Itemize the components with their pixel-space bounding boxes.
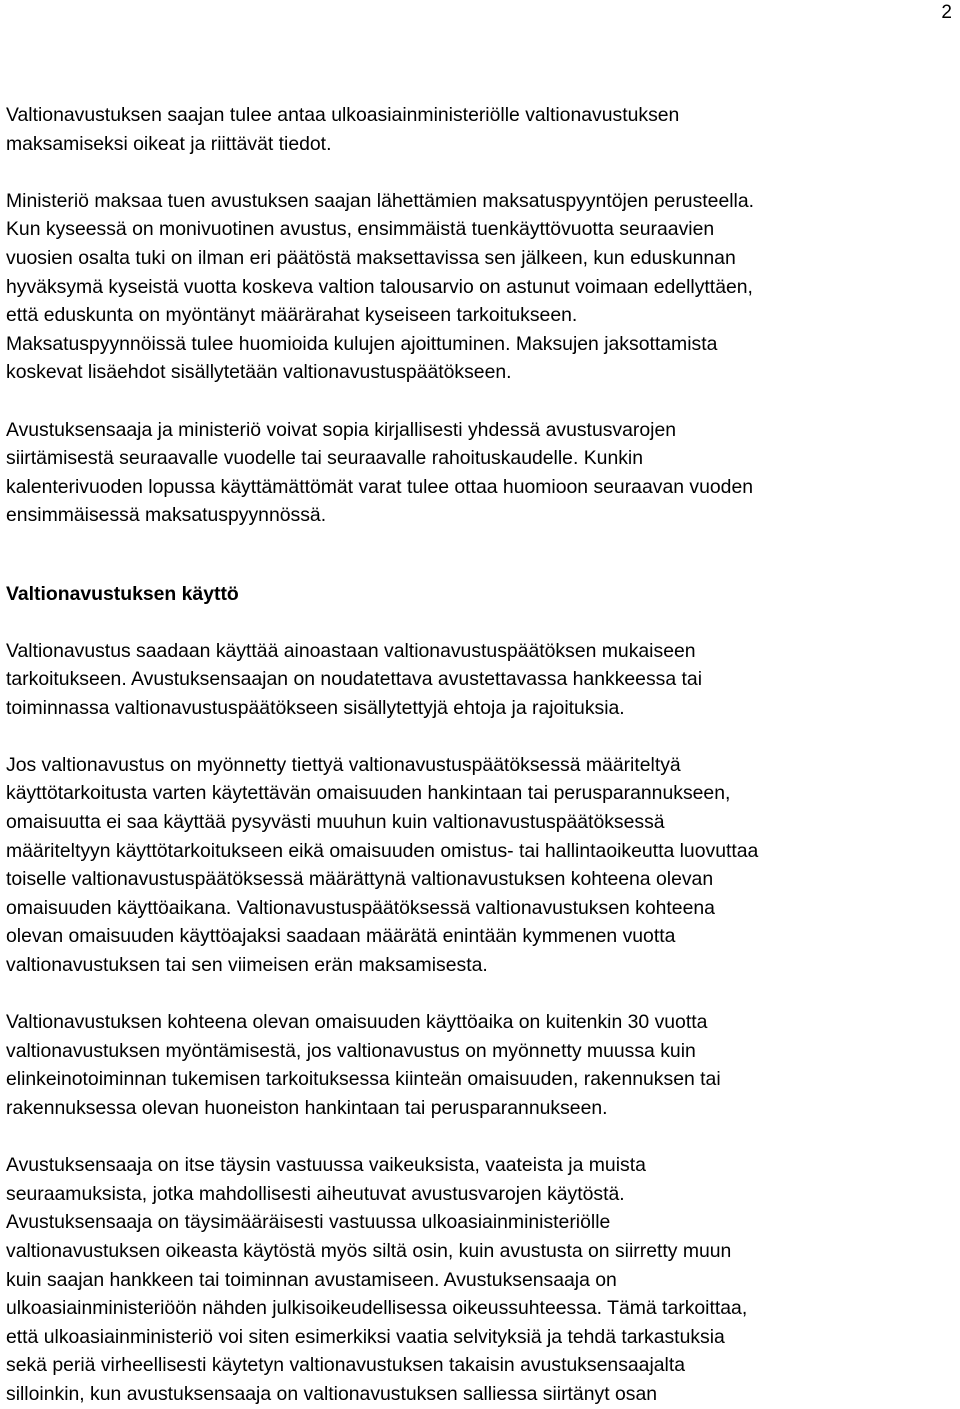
paragraph-property-use: Jos valtionavustus on myönnetty tiettyä valtionavustuspäätöksessä määriteltyä käyttötarkoitusta varten käytettävän omaisuuden hankintaan tai perusparannukseen, omaisuutta ei saa käyttää pysyvästi muuhun kuin valtionavustuspäätöksessä määriteltyyn käyttötarkoitukseen eikä omaisuuden omistus- tai hallintaoikeutta luovuttaa toiselle valtionavustuspäätöksessä määrättynä valtionavustuksen kohteena olevan omaisuuden käyttöaikana. Valtionavustuspäätöksessä valtionavustuksen kohteena olevan omaisuuden käyttöajaksi saadaan määrätä enintään kymmenen vuotta valtionavustuksen tai sen viimeisen erän maksamisesta.: [6, 753, 759, 977]
paragraph-payment-requests: Ministeriö maksaa tuen avustuksen saajan lähettämien maksatuspyyntöjen perusteella. Kun kyseessä on monivuotinen avustus, ensimmäistä tuenkäyttövuotta seuraavien vuosien osalta tuki on ilman eri päätöstä maksettavissa sen jälkeen, kun eduskunnan hyväksymä kyseistä vuotta koskeva valtion talousarvio on astunut voimaan edellyttäen, että eduskunta on myöntänyt määrärahat kyseiseen tarkoitukseen. Maksatuspyynnöissä tulee huomioida kulujen ajoittuminen. Maksujen jaksottamista koskevat lisäehdot sisällytetään valtionavustuspäätökseen.: [6, 189, 755, 384]
document-body: [6, 101, 954, 1409]
paragraph-property-period: Valtionavustuksen kohteena olevan omaisuuden käyttöaika on kuitenkin 30 vuotta valtionavustuksen myöntämisestä, jos valtionavustus on myönnetty muussa kuin elinkeinotoiminnan tukemisen tarkoituksessa kiinteän omaisuuden, rakennuksen tai rakennuksessa olevan huoneiston hankintaan tai perusparannukseen.: [6, 1011, 721, 1119]
paragraph-fund-transfer: Avustuksensaaja ja ministeriö voivat sopia kirjallisesti yhdessä avustusvarojen siirtämisestä seuraavalle vuodelle tai seuraavalle rahoituskaudelle. Kunkin kalenterivuoden lopussa käyttämättömät varat tulee ottaa huomioon seuraavan vuoden ensimmäisessä maksatuspyynnössä.: [6, 418, 754, 527]
paragraph-spacer: [6, 1123, 954, 1152]
paragraph-usage-purpose: Valtionavustus saadaan käyttää ainoastaan valtionavustuspäätöksen mukaiseen tarkoitukseen. Avustuksensaajan on noudatettava avustettavassa hankkeessa tai toiminnassa valtionavustuspäätökseen sisällytettyjä ehtoja ja rajoituksia.: [6, 639, 703, 719]
paragraph-payment-information: Valtionavustuksen saajan tulee antaa ulkoasiainministeriölle valtionavustuksen maksamiseksi oikeat ja riittävät tiedot.: [6, 104, 680, 155]
paragraph-spacer: [6, 722, 954, 751]
paragraph-spacer: [6, 387, 954, 416]
section-spacer: [6, 530, 954, 580]
paragraph-spacer: [6, 158, 954, 187]
paragraph-recipient-responsibility: Avustuksensaaja on itse täysin vastuussa vaikeuksista, vaateista ja muista seuraamuksista, jotka mahdollisesti aiheutuvat avustusvarojen käytöstä. Avustuksensaaja on täysimääräisesti vastuussa ulkoasiainministeriölle valtionavustuksen oikeasta käytöstä myös siltä osin, kuin avustusta on siirretty muun kuin saajan hankkeen tai toiminnan avustamiseen. Avustuksensaaja on ulkoasiainministeriöön nähden julkisoikeudellisessa oikeussuhteessa. Tämä tarkoittaa, että ulkoasiainministeriö voi siten esimerkiksi vaatia selvityksiä ja tehdä tarkastuksia sekä periä virheellisesti käytetyn valtionavustuksen takaisin avustuksensaajalta silloinkin, kun avustuksensaaja on valtionavustuksen salliessa siirtänyt osan: [6, 1154, 748, 1405]
section-spacer: [6, 609, 954, 637]
paragraph-spacer: [6, 980, 954, 1009]
page-number: 2: [941, 2, 952, 23]
section-heading: Valtionavustuksen käyttö: [6, 582, 239, 605]
